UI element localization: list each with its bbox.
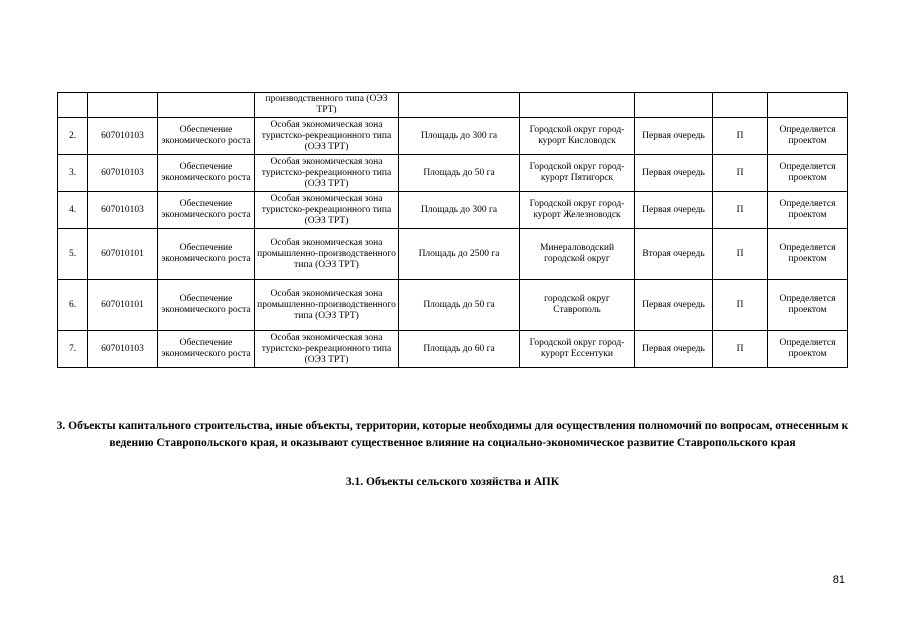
name-cell: Особая экономическая зона туристско-рекреационного типа (ОЭЗ ТРТ) [255, 192, 399, 229]
zone-cell: Определяется проектом [768, 118, 848, 155]
zone-cell: Определяется проектом [768, 229, 848, 280]
name-cell: Особая экономическая зона промышленно-производственного типа (ОЭЗ ТРТ) [255, 229, 399, 280]
zone-cell [768, 93, 848, 118]
subsection-heading: 3.1. Объекты сельского хозяйства и АПК [345, 476, 560, 488]
location-cell: Минераловодский городской округ [520, 229, 635, 280]
purpose-cell [158, 93, 255, 118]
stage-cell [635, 93, 713, 118]
page-number: 81 [832, 574, 845, 586]
purpose-cell: Обеспечение экономического роста [158, 192, 255, 229]
location-cell: городской округ Ставрополь [520, 280, 635, 331]
table-row [58, 331, 848, 368]
code-cell: 607010103 [88, 331, 158, 368]
table-body [58, 93, 848, 368]
characteristics-cell [399, 93, 520, 118]
row-number-cell: 4. [58, 192, 88, 229]
table-row [58, 229, 848, 280]
table-row [58, 280, 848, 331]
table-row [58, 155, 848, 192]
zone-cell: Определяется проектом [768, 155, 848, 192]
name-cell: Особая экономическая зона промышленно-производственного типа (ОЭЗ ТРТ) [255, 280, 399, 331]
stage-cell: Первая очередь [635, 331, 713, 368]
purpose-cell: Обеспечение экономического роста [158, 331, 255, 368]
status-cell: П [713, 155, 768, 192]
status-cell [713, 93, 768, 118]
row-number-cell: 3. [58, 155, 88, 192]
purpose-cell: Обеспечение экономического роста [158, 280, 255, 331]
objects-table [57, 92, 848, 368]
row-number-cell: 2. [58, 118, 88, 155]
row-number-cell: 6. [58, 280, 88, 331]
location-cell: Городской округ город-курорт Ессентуки [520, 331, 635, 368]
location-cell: Городской округ город-курорт Железноводск [520, 192, 635, 229]
characteristics-cell: Площадь до 300 га [399, 118, 520, 155]
name-cell: Особая экономическая зона туристско-рекреационного типа (ОЭЗ ТРТ) [255, 331, 399, 368]
row-number-cell [58, 93, 88, 118]
code-cell: 607010103 [88, 155, 158, 192]
table-row-continuation [58, 93, 848, 118]
stage-cell: Первая очередь [635, 280, 713, 331]
table-row [58, 118, 848, 155]
purpose-cell: Обеспечение экономического роста [158, 229, 255, 280]
location-cell [520, 93, 635, 118]
location-cell: Городской округ город-курорт Пятигорск [520, 155, 635, 192]
stage-cell: Первая очередь [635, 118, 713, 155]
characteristics-cell: Площадь до 60 га [399, 331, 520, 368]
status-cell: П [713, 192, 768, 229]
code-cell: 607010101 [88, 229, 158, 280]
zone-cell: Определяется проектом [768, 280, 848, 331]
purpose-cell: Обеспечение экономического роста [158, 155, 255, 192]
code-cell: 607010103 [88, 192, 158, 229]
zone-cell: Определяется проектом [768, 331, 848, 368]
location-cell: Городской округ город-курорт Кисловодск [520, 118, 635, 155]
stage-cell: Первая очередь [635, 155, 713, 192]
row-number-cell: 5. [58, 229, 88, 280]
characteristics-cell: Площадь до 50 га [399, 155, 520, 192]
characteristics-cell: Площадь до 300 га [399, 192, 520, 229]
status-cell: П [713, 229, 768, 280]
code-cell: 607010103 [88, 118, 158, 155]
status-cell: П [713, 331, 768, 368]
status-cell: П [713, 280, 768, 331]
section-heading: 3. Объекты капитального строительства, иные объекты, территории, которые необходимы для осуществления полномочий по вопросам, отнесенным к ведению Ставропольского края, и оказывают существенное влияние на социально-экономическое развитие Ставропольского края [56, 420, 849, 449]
status-cell: П [713, 118, 768, 155]
purpose-cell: Обеспечение экономического роста [158, 118, 255, 155]
code-cell: 607010101 [88, 280, 158, 331]
characteristics-cell: Площадь до 50 га [399, 280, 520, 331]
name-cell: Особая экономическая зона туристско-рекреационного типа (ОЭЗ ТРТ) [255, 155, 399, 192]
name-cell: Особая экономическая зона туристско-рекреационного типа (ОЭЗ ТРТ) [255, 118, 399, 155]
characteristics-cell: Площадь до 2500 га [399, 229, 520, 280]
stage-cell: Вторая очередь [635, 229, 713, 280]
stage-cell: Первая очередь [635, 192, 713, 229]
row-number-cell: 7. [58, 331, 88, 368]
zone-cell: Определяется проектом [768, 192, 848, 229]
table-row [58, 192, 848, 229]
code-cell [88, 93, 158, 118]
name-cell: производственного типа (ОЭЗ ТРТ) [255, 93, 399, 118]
